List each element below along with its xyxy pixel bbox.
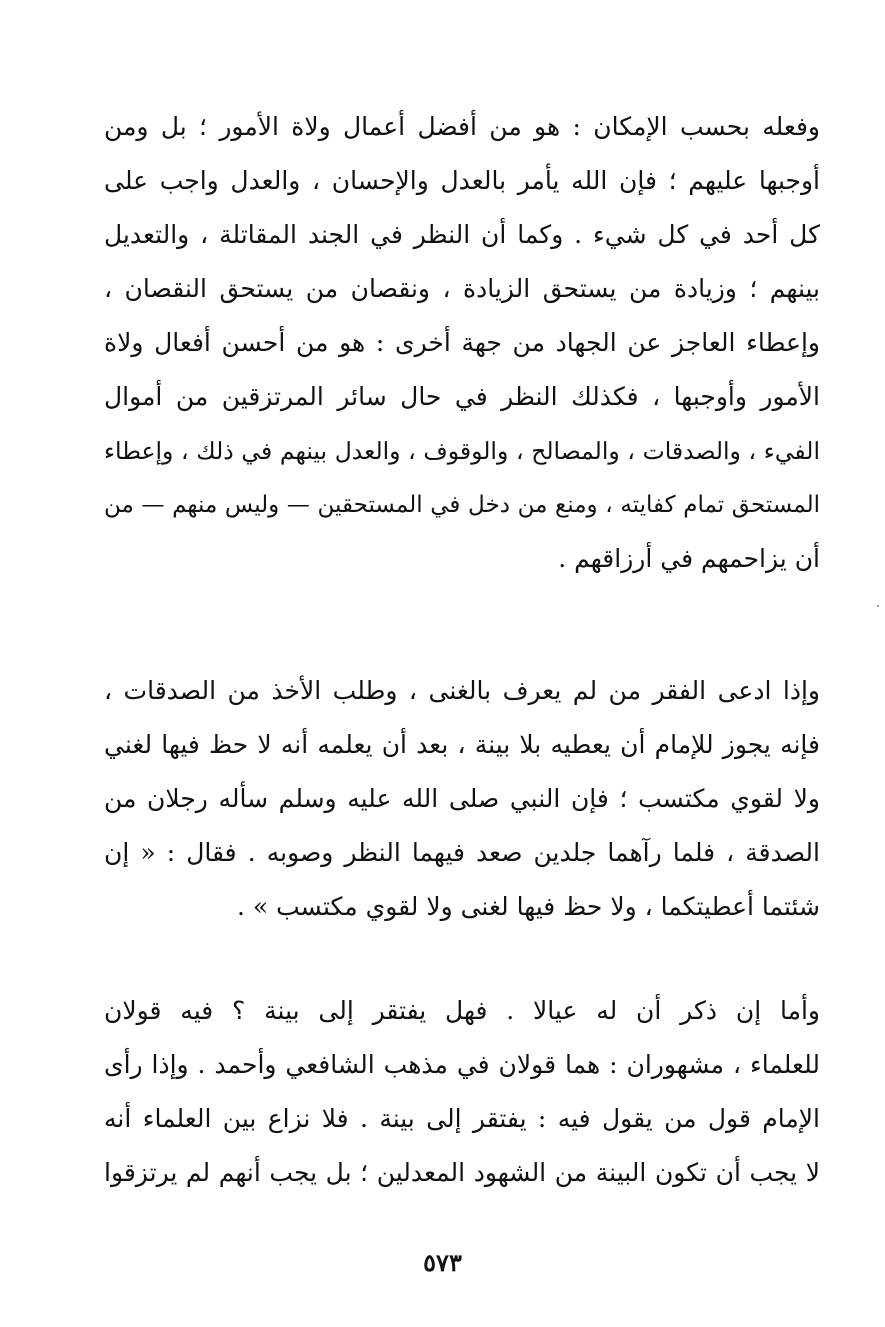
text-line: أن يزاحمهم في أرزاقهم . xyxy=(558,544,820,573)
text-line: للعلماء ، مشهوران : هما قولان في مذهب الشافعي وأحمد . وإذا رأى xyxy=(104,1050,820,1079)
text-line: شئتما أعطيتكما ، ولا حظ فيها لغنى ولا لقوي مكتسب » . xyxy=(236,892,820,921)
text-line: كل أحد في كل شيء . وكما أن النظر في الجند المقاتلة ، والتعديل xyxy=(104,220,820,249)
scan-speck xyxy=(877,605,879,607)
text-line: بينهم ؛ وزيادة من يستحق الزيادة ، ونقصان من يستحق النقصان ، xyxy=(104,274,820,303)
text-line: الصدقة ، فلما رآهما جلدين صعد فيهما النظر وصوبه . فقال : « إن xyxy=(104,838,820,867)
page-number: ٥٧٣ xyxy=(423,1248,462,1277)
paragraph-2 xyxy=(104,664,820,934)
text-line: وفعله بحسب الإمكان : هو من أفضل أعمال ولاة الأمور ؛ بل ومن xyxy=(104,112,820,141)
text-line: وإعطاء العاجز عن الجهاد من جهة أخرى : هو من أحسن أفعال ولاة xyxy=(104,328,820,357)
text-line: لا يجب أن تكون البينة من الشهود المعدلين ؛ بل يجب أنهم لم يرتزقوا xyxy=(104,1158,820,1187)
text-line: الأمور وأوجبها ، فكذلك النظر في حال سائر المرتزقين من أموال xyxy=(104,382,820,411)
paragraph-3 xyxy=(104,984,820,1200)
text-line: فإنه يجوز للإمام أن يعطيه بلا بينة ، بعد أن يعلمه أنه لا حظ فيها لغني xyxy=(104,730,820,759)
text-line: المستحق تمام كفايته ، ومنع من دخل في المستحقين — وليس منهم — من xyxy=(104,492,820,518)
text-line: الإمام قول من يقول فيه : يفتقر إلى بينة . فلا نزاع بين العلماء أنه xyxy=(104,1104,820,1133)
text-line: وإذا ادعى الفقر من لم يعرف بالغنى ، وطلب الأخذ من الصدقات ، xyxy=(104,676,820,705)
paragraph-1 xyxy=(104,100,820,586)
text-line: ولا لقوي مكتسب ؛ فإن النبي صلى الله عليه وسلم سأله رجلان من xyxy=(104,784,820,813)
text-line: وأما إن ذكر أن له عيالا . فهل يفتقر إلى بينة ؟ فيه قولان xyxy=(104,996,820,1025)
text-line: الفيء ، والصدقات ، والمصالح ، والوقوف ، والعدل بينهم في ذلك ، وإعطاء xyxy=(104,437,820,465)
text-line: أوجبها عليهم ؛ فإن الله يأمر بالعدل والإحسان ، والعدل واجب على xyxy=(104,166,820,195)
